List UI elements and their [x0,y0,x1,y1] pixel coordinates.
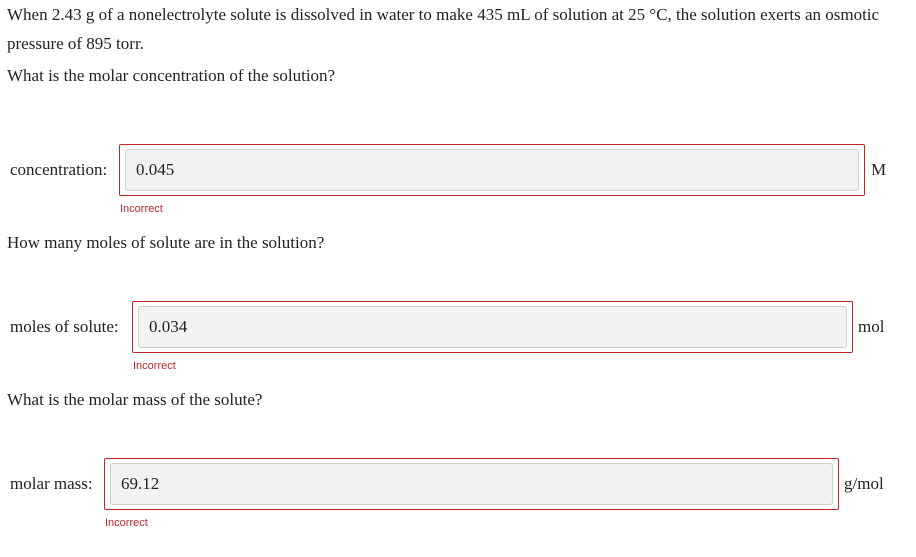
moles-feedback: Incorrect [133,360,176,372]
molar-mass-label: molar mass: [10,474,93,493]
concentration-feedback: Incorrect [120,203,163,215]
concentration-unit: M [871,160,887,179]
concentration-label: concentration: [10,160,108,179]
question-molar-mass: What is the molar mass of the solute? [7,390,263,409]
moles-answer-box [132,301,853,353]
problem-statement: When 2.43 g of a nonelectrolyte solute is dissolved in water to make 435 mL of solution at 25 °C, the solution exerts an osmotic pressure of 895 torr. [7,5,880,53]
moles-input[interactable] [138,306,847,348]
question-moles: How many moles of solute are in the solution? [7,233,325,252]
molar-mass-input[interactable] [110,463,833,505]
moles-label: moles of solute: [10,317,119,336]
concentration-input[interactable] [125,149,859,191]
molar-mass-answer-box [104,458,839,510]
molar-mass-unit: g/mol [844,474,884,493]
concentration-answer-box [119,144,865,196]
moles-unit: mol [858,317,885,336]
question-concentration: What is the molar concentration of the solution? [7,66,336,85]
molar-mass-feedback: Incorrect [105,517,148,529]
